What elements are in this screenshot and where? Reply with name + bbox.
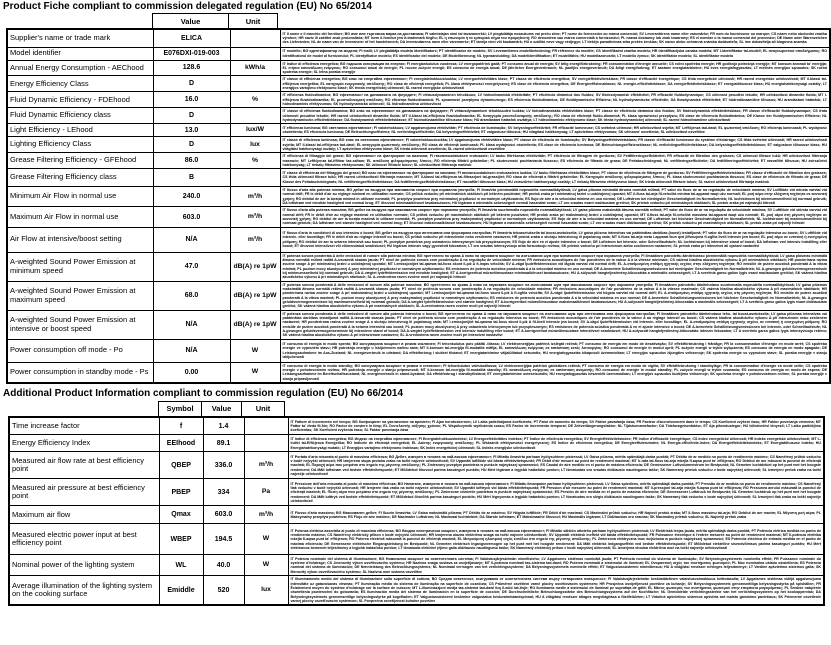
row-unit-cell: W bbox=[244, 555, 288, 576]
row-symbol-cell: Qmax bbox=[159, 506, 203, 524]
row-description-cell: IT Indice di efficienza energetica; BG годишна консумация на енергия; FI energiankulutus vuodessa; LV energopatēriņš gadā; PT consumo anual de energia; SV årlig energiförbrukning; FR consommation d'énergie annuelle; CS roční spotřeba energie; HR godišnja potrošnja energije; MT konsum annwali ta' enerġija; EL ετήσια κατανάλωση ενέργειας; RO consumul anual de energie; PL roczne zużycie energii; ES consumo de energía anual; DE jährlicher Energieverbrauch; NL jaarlijks energieverbruik; DA årligt energiforbrug; ET aastane energiatarbimine; HU éves energiafogyasztás; LT metinės energijos sąnaudos; SK ročná spotreba energie; SL letna poraba energije bbox=[280, 60, 830, 76]
row-name-cell: Light Efficiency - LEhood bbox=[7, 124, 153, 137]
row-name-cell: Measured air flow rate at best efficiency point bbox=[9, 452, 159, 479]
row-value-cell: 603.0 bbox=[203, 506, 244, 524]
table-row bbox=[9, 524, 824, 555]
row-description-cell: IT Indice di efficienza energetica; BG Индекс на енергийна ефективност; FI Energiatehokkuusindeksi; LV Energoefektivitātes indekss; PT Índice de eficiência energética; SV Energieffektivitetsindex; FR Indice d'efficacité énergétique; CS Index energetické účinnosti; HR Indeks energetske učinkovitosti; MT L-Indiċi tal-Effiċjenza Enerġetika; RO Indicele de eficiență energetică; EL Δείκτης ενεργειακής απόδοσης; PL Wskaźnik efektywności energetycznej; ES Índice de eficiencia energética; DE Energieeffizienzindex; NL Energie-efficiëntie-index; DA Energieffektivitetsindeks; ET Energiatõhususe indeks; HU Energiahatékonysági mutató; LT Energijos vartojimo efektyvumo indeksas; SK Index energetickej účinnosti; SL Indeks energijske učinkovitosti bbox=[288, 435, 824, 452]
table-row bbox=[7, 47, 830, 60]
row-description-cell: IT potenza sonora ponderata A delle emissioni di rumore alla potenza intensiva o boost; BG претеглено по крива A ниво на звуковата мощност на излъчвания шум при интензивна или форсирана настройка; FI ilmaäänen painotettu äänitehotaso teho- tai boost-asetuksella; LV gaisa plūsmas intensīvas vai paātrinātas darbības iestatījumā radītā A-izsvarotā skaņas jauda; PT nível de potência sonora com ponderação A na regulação intensiva ou boost; FR émissions acoustiques de l'air pondérées de la valeur A au réglage intensif ou boost; CS vážená hladina akustického výkonu A při intenzivním nebo zesíleném nastavení; HR ponderirana razina zvučne snage A u slučaju intenzivnog ili pojačanog rada; MT l-emissjonijiet tal-qawwa tal-ħoss skont il-piż A fil-livell intensiv jew boost; SV A-vägd ljudeffektemission vid intensiv- eller boostläge; EL Α-σταθμισμένη στάθμη ηχητικής ισχύος σε εντατική ή ενισχυμένη ρύθμιση; RO emisiile de putere acustică ponderată A la setarea intensivă sau boost; PL poziom mocy akustycznej A przy ustawieniu intensywnym lub przyspieszonym; ES emisiones de potencia acústica ponderada A en el ajuste intensivo o boost; DE A-bewertete Schallleistungsemissionen bei Intensiv- oder Schnelllaufstufe; NL A-gewogen geluidsvermogensemissie bij intensieve stand of boost; DA A-vægtet lydeffektemission ved intensiv indstilling eller boost; ET A-korrigeeritud müravõimsustase intensiivsel seadistusel; HU A-súlyozott hangteljesítmény-kibocsátás intenzív fokozaton; LT A svertinis garso galios lygis intensyviuoju režimu; SK vážená hladina akustického výkonu A pri intenzívnom nastavení; SL A-vrednotena raven zvočne moči pri intenzivni nastavitvi bbox=[280, 310, 830, 339]
row-unit-cell bbox=[244, 435, 288, 452]
row-name-cell: Average illumination of the lighting system on the cooking surface bbox=[9, 576, 159, 605]
row-unit-cell: lux/W bbox=[230, 124, 280, 137]
row-name-cell: Energy Efficiency Index bbox=[9, 435, 159, 452]
row-description-cell: IT consumo di energia in modo standby; BG консумирана мощност в режим в готовност; FI tehonkulutus valmiustilassa; LV elektroenerģijas patēriņš gaidstāves režīmā; PT consumo de energia em modo de vigília; SV effektförbrukning i standbyläge; FR la consommation d'énergie en mode veille; CS spotřeba energie v pohotovostním režimu; HR potrošnja energije u stanju pripravnosti; MT il-konsum tal-enerġija fil-modalità standby; EL κατανάλωση ενέργειας σε κατάσταση αναμονής; RO consumul de energie în modul standby; PL zużycie energii w trybie czuwania; ES consumo de energía en modo de espera; DE Leistungsaufnahme im Bereitschaftszustand; NL energieverbruik in stand-bystand; DA effektforbrug i standbytilstand; ET energiatarbimine ooteseisundis; HU energiafogyasztás készenléti üzemmódban; LT energijos sąnaudos budėjimo veiksenoje; SK spotreba energie v pohotovostnom režime; SL poraba energije v stanju pripravljenosti bbox=[280, 362, 830, 383]
table-row bbox=[7, 124, 830, 137]
row-unit-cell: dB(A) re 1pW bbox=[230, 310, 280, 339]
row-description-cell: IT efficienza luminosa; BG светлинна ефективност; FI valotehokkuus; LV apgaismojuma efektivitāte; PT eficiência de iluminação; SV belysningseffektivitet; FR efficacité lumineuse; CS světelná účinnost; HR učinkovitost svjetla; MT l-effiċjenza tad-dawl; EL φωτιστική απόδοση; RO eficiența luminoasă; PL wydajność oświetlenia; ES eficiencia luminosa; DE Beleuchtungseffizienz; NL verlichtingsefficiëntie; DA belysningseffektivitet; ET valgustuse tõhusus; HU világítási hatékonyság; LT apšvietimo efektyvumas; SK účinnosť osvetlenia; SL učinkovitost osvetlitve bbox=[280, 124, 830, 137]
row-value-cell: 13.0 bbox=[153, 124, 230, 137]
table-row bbox=[9, 576, 824, 605]
row-description-cell: IT Potenza elettrica assorbita al punto di massima efficienza; BG Входна електрическа мощност, измерена в точката на най-висока ефективност; FI Mitattu sähkön ottoteho parhaan hyötysuhteen pisteessä; LV Elektriskā ieejas jauda, mērīta optimālajā darba punktā; PT Potência elétrica medida no ponto de rendimento máximo; CS Naměřený elektrický příkon v bodě nejvyšší účinnosti; HR Izmjerena ulazna električna snaga na točki najveće učinkovitosti; SV Uppmätt elektrisk ineffekt vid bästa effektivitetspunkt; FR Puissance électrique à l'entrée mesurée au point de rendement maximal; MT Il-potenza elettrika mkejla fl-aqwa punt ta' effiċjenza; RO Puterea electrică măsurată la punctul de eficiență maximă; EL Μετρούμενη ηλεκτρική ισχύς εισόδου στο σημείο της μέγιστης απόδοσης; PL Zmierzona elektryczna moc wejściowa w punkcie najwyższej sprawności; ES Potencia eléctrica de entrada medida en el punto de máxima eficiencia; DE Gemessene elektrische Eingangsleistung im Bestpunkt; NL Gemeten elektrisch ingangsvermogen op het punt met het hoogste rendement; DA Målt elektrisk indgangseffekt ved bedste effektivitetspunkt; ET Mõõdetud elektriline sisendvõimsus parima kasuteguri punktis; HU Mért elektromos bemeneti teljesítmény a legjobb hatásfokú ponton; LT Išmatuota elektrinė įėjimo galia didžiausio naudingumo taške; SK Nameraný elektrický príkon v bode najvyššej účinnosti; SL Izmerjena vhodna električna moč na točki največje učinkovitosti bbox=[288, 524, 824, 555]
table-row bbox=[7, 60, 830, 76]
row-value-cell: N/A bbox=[153, 339, 230, 362]
row-unit-cell: m³/h bbox=[230, 207, 280, 227]
row-value-cell: 603.0 bbox=[153, 207, 230, 227]
row-unit-cell: m³/h bbox=[230, 227, 280, 252]
row-symbol-cell: f bbox=[159, 417, 203, 435]
row-name-cell: Fluid Dynamic Efficiency - FDEhood bbox=[7, 92, 153, 108]
row-value-cell: ELICA bbox=[153, 29, 230, 47]
row-name-cell: Power consumption in standby mode - Ps bbox=[7, 362, 153, 383]
table-row bbox=[7, 227, 830, 252]
row-name-cell: A-weighted Sound Power Emission at minimum speed bbox=[7, 252, 153, 281]
symbol-column-header: Symbol bbox=[158, 401, 202, 416]
row-unit-cell: dB(A) re 1pW bbox=[230, 252, 280, 281]
row-symbol-cell: QBEP bbox=[159, 452, 203, 479]
row-unit-cell: lux bbox=[244, 576, 288, 605]
row-description-cell: IT Flusso d'aria massimo; BG Максимален дебит; FI Suurin ilmavirta; LV Gaisa maksimālā plūsma; PT Débito de ar máximo; SV Högsta luftflöde; FR Débit d'air maximal; CS Maximální průtok vzduchu; HR Najveći protok zraka; MT Il-fluss massimu tal-arja; RO Debitul de aer maxim; EL Μέγιστη ροή αέρα; PL Maksymalny przepływ powietrza; ES Flujo de aire máximo; DE Maximaler Luftstrom; NL Maximaal luchtdebiet; DA Største luftstrøm; ET Maksimaalne õhuvool; HU Maximális légáram; LT Didžiausias oro srautas; SK Maximálny prietok vzduchu; SL Največji pretok zraka bbox=[288, 506, 824, 524]
row-name-cell: A-weighted Sound Power Emission at maximum speed bbox=[7, 281, 153, 310]
value-column-header: Value bbox=[201, 401, 242, 416]
row-name-cell: Grease Filtering Efficiency - GFEhood bbox=[7, 153, 153, 169]
row-value-cell: 194.5 bbox=[203, 524, 244, 555]
table-row bbox=[7, 362, 830, 383]
table-row bbox=[7, 310, 830, 339]
row-value-cell: 334 bbox=[203, 479, 244, 506]
row-name-cell: Time increase factor bbox=[9, 417, 159, 435]
table-row bbox=[9, 506, 824, 524]
row-name-cell: A-weighted Sound Power Emission at intensive or boost speed bbox=[7, 310, 153, 339]
value-column-header: Value bbox=[152, 13, 229, 28]
row-value-cell: B bbox=[153, 169, 230, 187]
table-row bbox=[7, 187, 830, 207]
row-description-cell: IT Pressione dell'aria misurata al punto di massima efficienza; BG Налягане, измерено в точката на най-висока ефективност; FI Mitattu ilmanpaine parhaan hyötysuhteen pisteessä; LV Gaisa spiediens, mērīts optimālajā darba punktā; PT Pressão de ar medida no ponto de rendimento máximo; CS Naměřený tlak vzduchu v bodě nejvyšší účinnosti; HR Izmjeren tlak zraka na točki najveće učinkovitosti; SV Uppmätt lufttryck vid bästa effektivitetspunkt; FR Pression d'air mesurée au point de rendement maximal; MT Il-pressjoni tal-arja mkejla fl-aqwa punt ta' effiċjenza; RO Presiunea aerului măsurată la punctul de eficiență maximă; EL Πίεση αέρα που μετράται στο σημείο της μέγιστης απόδοσης; PL Zmierzone ciśnienie powietrza w punkcie najwyższej sprawności; ES Presión de aire medida en el punto de máxima eficiencia; DE Gemessener Luftdruck im Bestpunkt; NL Gemeten luchtdruk op het punt met het hoogste rendement; DA Målt lufttryk ved bedste effektivitetspunkt; ET Mõõdetud õhurõhk parima kasuteguri punktis; HU Mért légnyomás a legjobb hatásfokú ponton; LT Išmatuotas oro slėgis didžiausio naudingumo taške; SK Nameraný tlak vzduchu v bode najvyššej účinnosti; SL Izmerjeni tlak zraka na točki največje učinkovitosti bbox=[288, 479, 824, 506]
row-description-cell: IT Il nome o il marchio del fornitore; BG име или търговска марка на доставчика; FI valmistajan nimi tai tavaramerkki; LV piegādātāja nosaukums vai preču zīme; PT nome do fornecedor ou marca comercial; SV Leverantörens namn eller varumärke; FR nom du fournisseur ou marque; CS název nebo obchodní značka výrobce; HR naziv ili zaštitni znak proizvođača; MT isem il-fornitur jew it-trademark tiegħu; EL η επωνυμία ή το εμπορικό σήμα του προμηθευτή; RO denumirea sau marca comercială a furnizorului; PL nazwa dostawcy lub znak towarowy; ES el nombre o la marca comercial del proveedor; DE Name oder Warenzeichen des Lieferanten; NL de naam van de leverancier of het handelsmerk; DA leverandørens navn eller varemærke; ET tarnija nimi või kaubamärk; HU a szállító neve vagy védjegye; LT tiekėjo pavadinimas arba prekės ženklas; SK názov alebo ochranná známka dodávateľa; SL ime dobavitelja ali blagovna znamka bbox=[280, 29, 830, 47]
row-description-cell: IT Potenza nominale del sistema di illuminazione; BG Номинална мощност на осветителната система; FI Valaistusjärjestelmän nimellisteho; LV Apgaismes sistēmas nominālā jauda; PT Potência nominal do sistema de iluminação; SV Belysningssystemets nominella effekt; FR Puissance nominale du système d'éclairage; CS Jmenovitý výkon osvětlovacího systému; HR Nazivna snaga sustava za osvjetljavanje; MT Il-potenza nominali tas-sistema tad-dawl; RO Puterea nominală a sistemului de iluminat; EL Ονομαστική ισχύς του συστήματος φωτισμού; PL Moc nominalna układu oświetlenia; ES Potencia nominal del sistema de iluminación; DE Nennleistung des Beleuchtungssystems; NL Nominaal vermogen van het verlichtingssysteem; DA Belysningssystemets nominelle effekt; ET Valgustussüsteemi nimivõimsus; HU A világítási rendszer névleges teljesítménye; LT Vardinė apšvietimo sistemos galia; SK Menovitý výkon osvetľovacieho systému; SL Nazivna moč sistema osvetlitve bbox=[288, 555, 824, 576]
row-value-cell: 336.0 bbox=[203, 452, 244, 479]
row-unit-cell: m³/h bbox=[230, 187, 280, 207]
row-value-cell: D bbox=[153, 108, 230, 124]
row-value-cell: E076DXI-019-003 bbox=[153, 47, 230, 60]
row-value-cell: 240.0 bbox=[153, 187, 230, 207]
row-name-cell: Fluid Dynamic Efficiency class bbox=[7, 108, 153, 124]
row-value-cell: 0.00 bbox=[153, 362, 230, 383]
row-symbol-cell: WBEP bbox=[159, 524, 203, 555]
row-description-cell: IT Illuminamento medio del sistema di illuminazione sulla superficie di cottura; BG Средна осветеност, осигурявана от осветителната система върху готварската повърхност; FI Valaistusjärjestelmän keskimääräinen valaistusvoimakkuus keittotasolla; LV Apgaismes sistēmas vidējā apgaismojuma intensitāte uz gatavošanas virsmas; PT Iluminação média do sistema de iluminação na superfície de cozedura; CS Průměrné osvětlení varné plochy osvětlovacím systémem; HR Prosječna osvijetljenost površine za kuhanje; SV Belysningssystemets genomsnittliga belysningsstyrka på spishällen; FR Éclairement moyen du système d'éclairage sur la surface de cuisson; MT L-illuminazzjoni medja tas-sistema tad-dawl fuq il-wiċċ tat-tisjir; RO Iluminarea medie a sistemului de iluminat pe suprafața de gătit; EL Μέσος φωτισμός του συστήματος φωτισμού στην επιφάνεια μαγειρέματος; PL Średnie natężenie oświetlenia powierzchni do gotowania; ES Iluminación media del sistema de iluminación en la superficie de cocción; DE Durchschnittliche Beleuchtungsstärke des Beleuchtungssystems auf der Kochfläche; NL Gemiddelde verlichtingssterkte van het verlichtingssysteem op het kookoppervlak; DA Belysningssystemets gennemsnitlige belysningsstyrke på kogefladen; ET Valgustussüsteemi keskmine valgustatus toiduvalmistamispinnal; HU A világítási rendszer átlagos megvilágítása a főzőfelületen; LT Vidutinė apšvietimo sistemos apšvieta ant maisto gaminimo paviršiaus; SK Priemerné osvetlenie varnej plochy osvetľovacím systémom; SL Povprečna osvetljenost kuhalne površine bbox=[288, 576, 824, 605]
row-description-cell: IT flusso d'aria alla potenza massima; BG дебит на въздуха при максимална скорост при нормална употреба; FI ilmavirta suurimmalla nopeudella normaalikäytössä; LV gaisa plūsma maksimālā ātruma normālā režīmā; PT valor do fluxo de ar na regulação da velocidade máxima; SV Luftflöde vid största varvtal vid normal drift; FR le débit d'air au réglage maximal en utilisation normale; CS průtok vzduchu při maximálních otáčkách při běžném používání; HR protok zraka pri maksimalnoj brzini u uobičajenoj uporabi; MT il-fluss tal-arja fil-veloċità massima tal-apparat waqt użu normali; EL ροή αέρα στη μέγιστη ταχύτητα σε κανονική χρήση; RO debitul de aer la turația maximă în utilizare normală; PL przepływ powietrza przy maksymalnej prędkości w normalnym użytkowaniu; ES flujo de aire a la velocidad máxima en uso normal; DE Luftstrom bei höchster Geschwindigkeit im Normalbetrieb; NL luchtstroom bij maximumsnelheid bij normaal gebruik; DA luftstrøm ved største hastighed ved normal brug; ET õhuvool maksimaalkiirusel tavakasutuses; HU légáram a maximális sebességnél normál használat során; LT oro srautas esant didžiausiam greičiui; SK prietok vzduchu pri maximálnych otáčkach; SL pretok zraka pri največji hitrosti bbox=[280, 207, 830, 227]
row-value-cell: 86.0 bbox=[153, 153, 230, 169]
row-description-cell: IT potenza sonora ponderata A delle emissioni di rumore alla potenza minima; BG претеглено по крива A ниво на звуковата мощност на излъчвания шум при минимална скорост при нормална употреба; FI ilmaäänen painotettu äänitehotaso pienimmällä nopeudella normaalikäytössä; LV gaisa plūsmas minimālā ātruma normālā režīmā radītā A-izsvarotā skaņas jauda; PT nível de potência sonora com ponderação A na regulação de velocidade mínima; FR émissions acoustiques de l'air pondérées de la valeur A à la vitesse minimale; CS vážená hladina akustického výkonu A při minimálních otáčkách; HR ponderirana razina zvučne snage A pri minimalnoj brzini u uobičajenoj uporabi; MT l-emissjonijiet tal-qawwa tal-ħoss skont il-piż A fl-inqas veloċità; SV A-vägd ljudeffektemission vid lägsta varvtal vid normal drift; EL Α-σταθμισμένη στάθμη ηχητικής ισχύος στην ελάχιστη ταχύτητα; RO emisiile de putere acustică ponderată A la viteza minimă; PL poziom mocy akustycznej A przy minimalnej prędkości w normalnym użytkowaniu; ES emisiones de potencia acústica ponderada A a la velocidad mínima en uso normal; DE A-bewertete Schallleistungsemissionen bei niedrigster Geschwindigkeit im Normalbetrieb; NL A-gewogen geluidsvermogensemissie bij minimumsnelheid bij normaal gebruik; DA A-vægtet lydeffektemission ved mindste hastighed; ET A-korrigeeritud müravõimsustase minimaalkiirusel tavakasutuses; HU A-súlyozott hangteljesítmény-kibocsátás a minimális sebességnél; LT A svertinis garso galios lygis esant mažiausiam greičiui; SK vážená hladina akustického výkonu A pri minimálnych otáčkach; SL A-vrednotena raven zvočne moči pri najmanjši hitrosti bbox=[280, 252, 830, 281]
row-unit-cell bbox=[230, 47, 280, 60]
table-66-header bbox=[158, 401, 831, 416]
row-unit-cell: W bbox=[230, 339, 280, 362]
table-row bbox=[7, 207, 830, 227]
fiche-title-65: Product Fiche compliant to commission delegated regulation (EU) No 65/2014 bbox=[3, 1, 372, 12]
row-description-cell: IT flusso d'aria in condizioni di uso intensivo o boost; BG дебит на въздуха при интензивна или форсирана настройка; FI ilmavirta tehoasetuksella tai boost-asetuksella; LV gaisa plūsma intensīvas vai paātrinātas darbības (boost) iestatījumā; PT valor do fluxo de ar na regulação intensiva ou boost; SV Luftflöde vid intensiv- eller boostläge; FR le débit d'air au réglage intensif ou boost; CS průtok vzduchu při intenzivním nebo zesíleném nastavení; HR protok zraka u slučaju intenzivnog ili pojačanog rada; MT il-fluss tal-arja meta l-apparat ikun qed jiffunzjona fl-ogħla livell intensiv jew boost; EL ροή αέρα σε εντατική ή ενισχυμένη ρύθμιση; RO debitul de aer la setarea intensivă sau boost; PL przepływ powietrza przy ustawieniu intensywnym lub przyspieszonym; ES flujo de aire en el ajuste intensivo o boost; DE Luftstrom bei Intensiv- oder Schnelllaufstufe; NL luchtstroom bij intensieve stand of boost; DA luftstrøm ved intensiv indstilling eller boost; ET õhuvool intensiivsel või võimendatud seadistusel; HU légáram intenzív vagy gyorsított fokozaton; LT oro srautas intensyviuoju arba forsuotuoju režimu; SK prietok vzduchu pri intenzívnom alebo zosilnenom nastavení; SL pretok zraka pri intenzivni ali ojačani nastavitvi bbox=[280, 227, 830, 252]
row-description-cell: IT classe di efficienza energetica; BG клас на енергийна ефективност; FI energiatehokkuusluokka; LV energoefektivitātes klase; PT classe de eficiência energética; SV energieffektivitetsklass; FR classe d'efficacité énergétique; CS třída energetické účinnosti; HR razred energetske učinkovitosti; MT il-klassi tal-effiċjenza enerġetika; EL κατηγορία ενεργειακής απόδοσης; RO clasa de eficiență energetică; PL klasa efektywności energetycznej; ES clase de eficiencia energética; DE Energieeffizienzklasse; NL energie-efficiëntieklasse; DA energieffektivitetsklasse; ET energiatõhususe klass; HU energiahatékonysági osztály; LT energijos vartojimo efektyvumo klasė; SK trieda energetickej účinnosti; SL razred energijske učinkovitosti bbox=[280, 76, 830, 92]
fiche-title-66: Additional Product Information compliant to commission regulation (EU) No 66/2014 bbox=[3, 387, 404, 399]
row-unit-cell: % bbox=[230, 92, 280, 108]
table-row bbox=[7, 281, 830, 310]
row-unit-cell bbox=[244, 417, 288, 435]
row-name-cell: Energy Efficiency Class bbox=[7, 76, 153, 92]
row-value-cell: N/A bbox=[153, 310, 230, 339]
row-value-cell: 128.6 bbox=[153, 60, 230, 76]
table-row bbox=[7, 76, 830, 92]
row-unit-cell bbox=[230, 108, 280, 124]
row-unit-cell bbox=[230, 169, 280, 187]
table-row bbox=[7, 169, 830, 187]
row-unit-cell: m³/h bbox=[244, 506, 288, 524]
row-description-cell: IT classe di efficienza del filtraggio dei grassi; BG клас на ефективност на филтриране на мазнини; FI rasvansuodatuksen erotusasteen luokka; LV tauku filtrēšanas efektivitātes klase; PT classe de eficiência de filtragem de gorduras; SV Fettfiltreringseffektivitetsklass; FR classe d'efficacité de filtration des graisses; CS třída účinnosti filtrace tuků; HR razred učinkovitosti filtriranja masnoće; MT il-klassi tal-effiċjenza tal-filtrazzjoni tal-grassijiet; RO clasa de eficiență a filtrării grăsimilor; EL Κατηγορία απόδοσης φιλτραρίσματος λίπους; PL klasa skuteczności pochłaniania tłuszczu; ES clase de eficiencia de filtrado de grasa; DE Klasse des Fettabscheidegrads; NL vetfilteringsefficiëntieklasse; DA fedtfiltreringseffektivitetsklasse; ET rasvafiltri tõhususe klass; HU zsírszűrési hatékonysági osztály; LT riebalų filtravimo efektyvumo klasė; SK trieda účinnosti filtrácie tukov; SL razred učinkovitosti filtriranja maščob bbox=[280, 169, 830, 187]
table-row bbox=[7, 252, 830, 281]
row-name-cell: Model identifier bbox=[7, 47, 153, 60]
row-value-cell: D bbox=[153, 76, 230, 92]
table-row bbox=[9, 417, 824, 435]
row-unit-cell: W bbox=[244, 524, 288, 555]
row-value-cell: 89.1 bbox=[203, 435, 244, 452]
row-name-cell: Maximum air flow bbox=[9, 506, 159, 524]
row-name-cell: Power consumption off mode - Po bbox=[7, 339, 153, 362]
row-description-cell: IT efficienza di filtraggio dei grassi; BG ефективност на филтриране на мазнини; FI rasvansuodatuksen erotusaste; LV tauku filtrēšanas efektivitāte; PT eficiência de filtragem de gorduras; SV Fettfiltreringseffektivitet; FR efficacité de filtration des graisses; CS účinnost filtrace tuků; HR učinkovitost filtriranja masnoće; MT l-effiċjenza tal-iffiltrar tax-xaħam; EL απόδοση φιλτραρίσματος λίπους; RO eficiența filtrării grăsimilor; PL skuteczność pochłaniania tłuszczu; ES eficiencia de filtrado de grasa; DE Fettabscheidegrad; NL vetfilteringsefficiëntie; DA fedtfiltreringseffektivitet; ET rasvafiltri tõhusus; HU zsírszűrési hatékonyság; LT riebalų filtravimo efektyvumas; SK účinnosť filtrácie tukov; SL učinkovitost filtriranja maščob bbox=[280, 153, 830, 169]
table-row bbox=[7, 29, 830, 47]
row-symbol-cell: PBEP bbox=[159, 479, 203, 506]
row-unit-cell: m³/h bbox=[244, 452, 288, 479]
table-row bbox=[9, 479, 824, 506]
row-description-cell: IT consumo di energia in modo spento; BG консумирана мощност в режим изключен; FI tehonkulutus pois päältä -tilassa; LV elektroenerģijas patēriņš izslēgtā režīmā; PT consumo de energia em modo de desativação; SV effektförbrukning i frånläge; FR la consommation d'énergie en mode arrêt; CS spotřeba energie ve vypnutém stavu; HR potrošnja energije u isključenom načinu rada; MT il-konsum tal-enerġija fil-modalità mitfija; EL κατανάλωση ενέργειας σε κατάσταση εκτός λειτουργίας; RO consumul de energie în modul oprit; PL zużycie energii w trybie wyłączenia; ES consumo de energía en modo apagado; DE Leistungsaufnahme im Aus-Zustand; NL energieverbruik in uitstand; DA effektforbrug i slukket tilstand; ET energiatarbimine väljalülitatud seisundis; HU energiafogyasztás kikapcsolt üzemmódban; LT energijos sąnaudos išjungties veiksenoje; SK spotreba energie vo vypnutom stave; SL poraba energije v stanju izključenosti bbox=[280, 339, 830, 362]
table-row bbox=[7, 92, 830, 108]
row-name-cell: Measured air pressure at best efficiency point bbox=[9, 479, 159, 506]
table-row bbox=[7, 339, 830, 362]
fiche-table-66 bbox=[8, 416, 825, 606]
row-value-cell: D bbox=[153, 137, 230, 153]
table-row bbox=[9, 555, 824, 576]
row-name-cell: Grease Filtering Efficiency class bbox=[7, 169, 153, 187]
unit-column-header: Unit bbox=[241, 401, 285, 416]
row-unit-cell bbox=[230, 29, 280, 47]
row-description-cell: IT flusso d'aria alla potenza minima; BG дебит на въздуха при минимална скорост при нормална употреба; FI ilmavirta pienimmällä nopeudella normaalikäytössä; LV gaisa plūsma minimālā ātruma normālā režīmā; PT valor do fluxo de ar na regulação de velocidade mínima; SV Luftflöde vid minsta varvtal vid normal drift; FR le débit d'air au réglage minimal en utilisation normale; CS průtok vzduchu při minimálních otáčkách při běžném používání; HR protok zraka pri minimalnoj brzini u uobičajenoj uporabi; MT il-fluss tal-arja fil-veloċità minima tal-apparat waqt użu normali; EL ροή αέρα στην ελάχιστη ταχύτητα σε κανονική χρήση; RO debitul de aer la turația minimă în utilizare normală; PL przepływ powietrza przy minimalnej prędkości w normalnym użytkowaniu; ES flujo de aire a la velocidad mínima en uso normal; DE Luftstrom bei niedrigster Geschwindigkeit im Normalbetrieb; NL luchtstroom bij minimumsnelheid bij normaal gebruik; DA luftstrøm ved mindste hastighed ved normal brug; ET õhuvool minimaalkiirusel tavakasutuses; HU légáram a minimális sebességnél normál használat során; LT oro srautas esant mažiausiam greičiui; SK prietok vzduchu pri minimálnych otáčkach; SL pretok zraka pri najmanjši hitrosti bbox=[280, 187, 830, 207]
row-value-cell: 16.0 bbox=[153, 92, 230, 108]
row-symbol-cell: Emiddle bbox=[159, 576, 203, 605]
row-unit-cell: % bbox=[230, 153, 280, 169]
table-row bbox=[7, 137, 830, 153]
table-row bbox=[7, 153, 830, 169]
row-value-cell: 68.0 bbox=[153, 281, 230, 310]
row-description-cell: IT modello; BG идентификатор на модела; FI malli; LV piegādātāja modeļa identifikators; PT identificador de modelo; SV Leverantörens modellbeteckning; FR référence du modèle; CS identifikační značka modelu; HR identifikacijska oznaka modela; MT l-identifikatur tal-mudell; EL αναγνωριστικό υποδείγματος; RO identificatorul de model al furnizorului; PL identyfikator modelu; ES identificador del modelo; DE Modellkennung; NL typeaanduiding; DA modelidentifikation; ET mudelitähis; HU modellazonosító; LT modelio žymuo; SK identifikátor modelu; SL identifikator modela bbox=[280, 47, 830, 60]
row-value-cell: 47.0 bbox=[153, 252, 230, 281]
row-description-cell: IT Portata d'aria misurata al punto di massima efficienza; BG Дебит, измерен в точката на най-висока ефективност; FI Mitattu ilmavirta parhaan hyötysuhteen pisteessä; LV Gaisa plūsma, mērīta optimālajā darba punktā; PT Débito de ar medido no ponto de rendimento máximo; CS Naměřený průtok vzduchu v bodě nejvyšší účinnosti; HR Izmjerena stopa protoka zraka na točki najveće učinkovitosti; SV Uppmätt luftflöde vid bästa effektivitetspunkt; FR Débit d'air mesuré au point de rendement maximal; MT Ir-rata tal-fluss tal-arja mkejla fl-aqwa punt ta' effiċjenza; RO Debitul de aer măsurat la punctul de eficiență maximă; EL Παροχή αέρα που μετράται στο σημείο της μέγιστης απόδοσης; PL Zmierzony przepływ powietrza w punkcie najwyższej sprawności; ES Caudal de aire medido en el punto de máxima eficiencia; DE Gemessener Luftvolumenstrom im Bestpunkt; NL Gemeten luchtdebiet op het punt met het hoogste rendement; DA Målt luftstrøm ved bedste effektivitetspunkt; ET Mõõdetud õhuvool parima kasuteguri punktis; HU Mért légáram a legjobb hatásfokú ponton; LT Išmatuotas oro srautas didžiausio naudingumo taške; SK Nameraný prietok vzduchu v bode najvyššej účinnosti; SL Izmerjeni pretok zraka na točki največje učinkovitosti bbox=[288, 452, 824, 479]
row-description-cell: IT Fattore di incremento nel tempo; BG Коефициент на увеличение на времето; FI Ajan korotuskerroin; LV Laika palielinājuma koeficients; PT Fator de aumento do tempo; SV Faktor pavadanja časa; FR Facteur d'accroissement dans le temps; CS Koeficient zvýšení času; HR Faktor povećanja vremena; MT Fattur ta' żieda fil-ħin; RO Factor de creștere în timp; EL Συντελεστής αύξησης χρόνου; PL Współczynnik wydłużenia czasu; ES Factor de incremento temporal; DE Zeitverlängerungsfaktor; NL Tijdstoenamefactor; DA Tidsforøgelsesfaktor; ET Aja pikendustegur; HU Időnövelési tényező; LT Laiko padidėjimo koeficientas; SK Koeficient zvýšenia času; SL Faktor povečanja časa bbox=[288, 417, 824, 435]
row-symbol-cell: WL bbox=[159, 555, 203, 576]
row-value-cell: 40.0 bbox=[203, 555, 244, 576]
row-unit-cell: lux bbox=[230, 137, 280, 153]
unit-column-header: Unit bbox=[228, 13, 278, 28]
row-unit-cell: kWh/a bbox=[230, 60, 280, 76]
row-name-cell: Supplier's name or trade mark bbox=[7, 29, 153, 47]
row-unit-cell: dB(A) re 1pW bbox=[230, 281, 280, 310]
row-description-cell: IT efficienza fluidodinamica; BG ефективност на динамиката на флуидите; FI virtausdynaaminen tehokkuus; LV hidrodinamiskā efektivitāte; PT eficiência dinâmica dos fluidos; SV flödesdynamisk effektivitet; FR efficacité fluidodynamique; CS účinnost proudění tekutin; HR učinkovitost dinamike fluida; MT l-effiċjenza fluwidodinamika; EL ρευστοδυναμική απόδοση; RO eficiența fluidodinamică; PL sprawność przepływu dynamicznego; ES eficiencia fluidodinámica; DE fluiddynamische Effizienz; NL hydrodynamische efficiëntie; DA flowdynamisk effektivitet; ET hüdrodünaamiline tõhusus; HU áramlástani hatásfok; LT hidrodinaminis efektyvumas; SK hydrodynamická účinnosť; SL hidrodinamična učinkovitost bbox=[280, 92, 830, 108]
row-name-cell: Maximum Air Flow in normal use bbox=[7, 207, 153, 227]
row-name-cell: Air Flow at intensive/boost setting bbox=[7, 227, 153, 252]
row-description-cell: IT classe di efficienza fluidodinamica; BG клас на ефективност на динамиката на флуидите; FI virtausdynaamisen tehokkuuden luokka; LV hidrodinamiskās efektivitātes klase; PT classe de eficiência dinâmica dos fluidos; SV flödesdynamisk effektivitetsklass; FR classe d'efficacité fluidodynamique; CS třída účinnosti proudění tekutin; HR razred učinkovitosti dinamike fluida; MT il-klassi tal-effiċjenza fluwidodinamika; EL Κατηγορία ρευστοδυναμικής απόδοσης; RO clasa de eficiență fluido-dinamică; PL klasa sprawności przepływu; ES clase de eficiencia fluidodinámica; DE Klasse der fluiddynamischen Effizienz; NL hydrodynamische-efficiëntieklasse; DA flowdynamisk effektivitetsklasse; ET hüdrodünaamilise tõhususe klass; HU áramlástani hatásfok osztálya; LT hidrodinaminio efektyvumo klasė; SK trieda hydrodynamickej účinnosti; SL razred hidrodinamične učinkovitosti bbox=[280, 108, 830, 124]
row-value-cell: 1.4 bbox=[203, 417, 244, 435]
table-65-header bbox=[152, 13, 831, 28]
row-symbol-cell: EEIhood bbox=[159, 435, 203, 452]
row-unit-cell: Pa bbox=[244, 479, 288, 506]
row-description-cell: IT classe di efficienza luminosa; BG клас на светлинна ефективност; FI valotehokkuusluokka; LV apgaismojuma efektivitātes klase; PT classe de eficiência de iluminação; SV Belysningseffektivitetsklass; FR classe d'efficacité lumineuse du système d'éclairage; CS třída světelné účinnosti; HR razred učinkovitosti svjetla; MT il-klassi tal-effiċjenza tad-dawl; EL κατηγορία φωτιστικής απόδοσης; RO clasa de eficiență luminoasă; PL klasa wydajności oświetlenia; ES clase de eficiencia luminosa; DE Beleuchtungseffizienzklasse; NL verlichtingsefficiëntieklasse; DA belysningseffektivitetsklasse; ET valgustuse tõhususe klass; HU világítási hatékonysági osztály; LT apšvietimo efektyvumo klasė; SK trieda účinnosti osvetlenia; SL razred učinkovitosti osvetlitve bbox=[280, 137, 830, 153]
table-row bbox=[7, 108, 830, 124]
row-description-cell: IT potenza sonora ponderata A delle emissioni di rumore alla potenza massima; BG претеглено по крива A ниво на звуковата мощност на излъчвания шум при максимална скорост при нормална употреба; FI ilmaäänen painotettu äänitehotaso suurimmalla nopeudella normaalikäytössä; LV gaisa plūsmas maksimālā ātruma normālā režīmā radītā A-izsvarotā skaņas jauda; PT nível de potência sonora com ponderação A na regulação de velocidade máxima; FR émissions acoustiques de l'air pondérées de la valeur A à la vitesse maximale; CS vážená hladina akustického výkonu A při maximálních otáčkách; HR ponderirana razina zvučne snage A pri maksimalnoj brzini u uobičajenoj uporabi; MT l-emissjonijiet tal-qawwa tal-ħoss skont il-piż A fl-ogħla veloċità; SV A-vägd ljudeffektemission vid högsta varvtal vid normal drift; EL Α-σταθμισμένη στάθμη ηχητικής ισχύος στη μέγιστη ταχύτητα; RO emisiile de putere acustică ponderată A la viteza maximă; PL poziom mocy akustycznej A przy maksymalnej prędkości w normalnym użytkowaniu; ES emisiones de potencia acústica ponderada A a la velocidad máxima en uso normal; DE A-bewertete Schallleistungsemissionen bei höchster Geschwindigkeit im Normalbetrieb; NL A-gewogen geluidsvermogensemissie bij maximumsnelheid bij normaal gebruik; DA A-vægtet lydeffektemission ved største hastighed; ET A-korrigeeritud müravõimsustase maksimaalkiirusel tavakasutuses; HU A-súlyozott hangteljesítmény-kibocsátás a maximális sebességnél; LT A svertinis garso galios lygis esant didžiausiam greičiui; SK vážená hladina akustického výkonu A pri maximálnych otáčkach; SL A-vrednotena raven zvočne moči pri največji hitrosti bbox=[280, 281, 830, 310]
row-unit-cell: W bbox=[230, 362, 280, 383]
row-value-cell: 520 bbox=[203, 576, 244, 605]
row-name-cell: Lighting Efficiency Class bbox=[7, 137, 153, 153]
row-name-cell: Minimum Air Flow in normal use bbox=[7, 187, 153, 207]
row-name-cell: Nominal power of the lighting system bbox=[9, 555, 159, 576]
row-name-cell: Measured electric power input at best efficiency point bbox=[9, 524, 159, 555]
table-row bbox=[9, 435, 824, 452]
row-value-cell: N/A bbox=[153, 227, 230, 252]
table-row bbox=[9, 452, 824, 479]
row-unit-cell bbox=[230, 76, 280, 92]
row-name-cell: Annual Energy Consumption - AEChood bbox=[7, 60, 153, 76]
fiche-table-65 bbox=[6, 28, 831, 384]
